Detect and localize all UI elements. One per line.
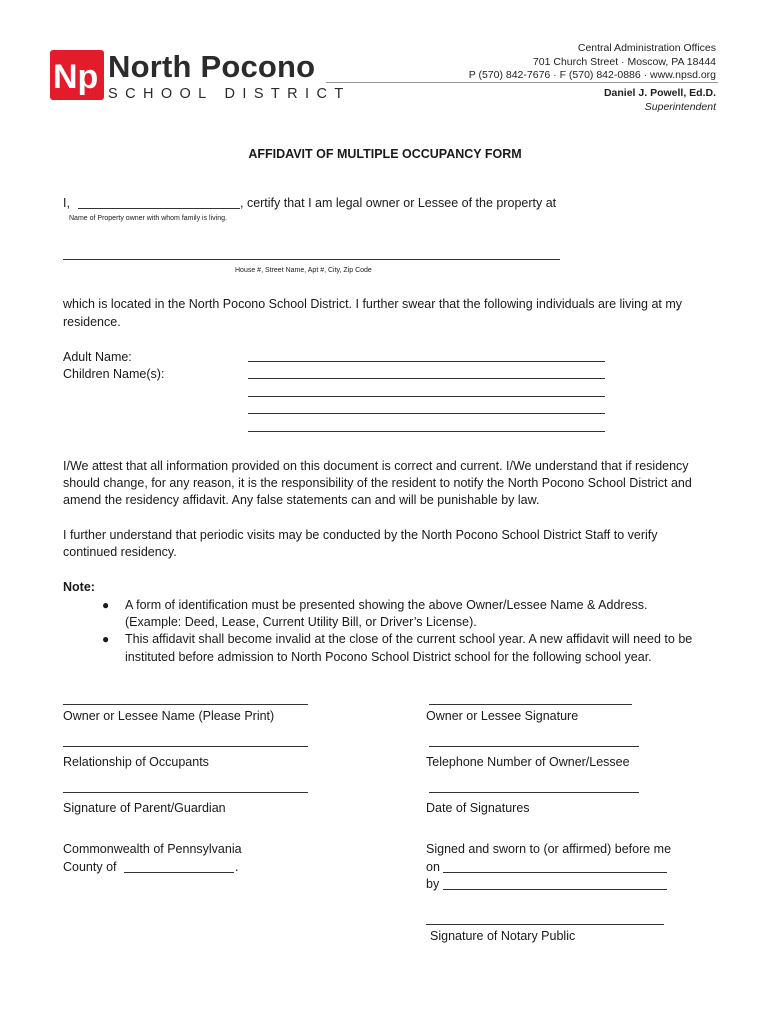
relationship-label: Relationship of Occupants xyxy=(63,755,209,769)
child-name-blank[interactable] xyxy=(248,413,605,414)
notary-signature-line[interactable] xyxy=(426,924,664,925)
header-divider xyxy=(326,82,718,83)
office-title: Central Administration Offices xyxy=(577,42,716,54)
bullet-icon: ● xyxy=(102,598,110,612)
owner-caption: Name of Property owner with whom family is living. xyxy=(69,215,227,222)
child-name-blank[interactable] xyxy=(248,396,605,397)
owner-print-label: Owner or Lessee Name (Please Print) xyxy=(63,709,275,723)
county-suffix: . xyxy=(235,860,239,874)
certify-prefix: I, xyxy=(63,196,70,210)
county-blank[interactable] xyxy=(124,872,234,873)
certify-text: , certify that I am legal owner or Lessee of the property at xyxy=(240,196,557,210)
attest-line-1: I/We attest that all information provided on this document is correct and current. I/We understand that if residency xyxy=(63,459,689,473)
parent-signature-line[interactable] xyxy=(63,792,308,793)
note-2-line-1: This affidavit shall become invalid at the close of the current school year. A new affidavit will need to be xyxy=(125,632,693,646)
located-line-2: residence. xyxy=(63,315,121,329)
child-name-blank[interactable] xyxy=(248,431,605,432)
child-name-blank[interactable] xyxy=(248,378,605,379)
office-contact: P (570) 842-7676 · F (570) 842-0886 · www.npsd.org xyxy=(468,69,716,81)
relationship-line[interactable] xyxy=(63,746,308,747)
owner-name-blank[interactable] xyxy=(78,208,240,209)
county-prefix: County of xyxy=(63,860,117,874)
visits-line-2: continued residency. xyxy=(63,545,177,559)
office-address: 701 Church Street · Moscow, PA 18444 xyxy=(532,56,716,68)
form-title: AFFIDAVIT OF MULTIPLE OCCUPANCY FORM xyxy=(248,147,522,161)
on-date-blank[interactable] xyxy=(443,872,667,873)
district-logo xyxy=(50,50,104,100)
address-blank[interactable] xyxy=(63,259,560,260)
bullet-icon: ● xyxy=(102,632,110,646)
note-label: Note: xyxy=(63,580,95,594)
district-subtitle: SCHOOL DISTRICT xyxy=(108,86,351,102)
commonwealth-label: Commonwealth of Pennsylvania xyxy=(63,842,242,856)
notary-signature-label: Signature of Notary Public xyxy=(430,929,576,943)
attest-line-2: should change, for any reason, it is the responsibility of the resident to notify the North Pocono School District and xyxy=(63,476,692,490)
superintendent-title: Superintendent xyxy=(644,101,716,113)
owner-signature-label: Owner or Lessee Signature xyxy=(426,709,579,723)
note-1-line-1: A form of identification must be presented showing the above Owner/Lessee Name & Address. xyxy=(125,598,648,612)
telephone-label: Telephone Number of Owner/Lessee xyxy=(426,755,630,769)
note-1-line-2: (Example: Deed, Lease, Current Utility Bill, or Driver’s License). xyxy=(125,615,477,629)
located-line-1: which is located in the North Pocono School District. I further swear that the following individuals are living at my xyxy=(63,297,683,311)
by-name-blank[interactable] xyxy=(443,889,667,890)
sworn-label: Signed and sworn to (or affirmed) before me xyxy=(426,842,672,856)
adult-name-blank[interactable] xyxy=(248,361,605,362)
owner-print-line[interactable] xyxy=(63,704,308,705)
attest-line-3: amend the residency affidavit. Any false statements can and will be punishable by law. xyxy=(63,493,540,507)
adult-name-label: Adult Name: xyxy=(63,350,132,364)
district-name: North Pocono xyxy=(108,49,316,84)
on-prefix: on xyxy=(426,860,440,874)
superintendent-name: Daniel J. Powell, Ed.D. xyxy=(603,87,716,99)
visits-line-1: I further understand that periodic visits may be conducted by the North Pocono School District Staff to verify xyxy=(63,528,658,542)
owner-signature-line[interactable] xyxy=(429,704,632,705)
note-2-line-2: instituted before admission to North Pocono School District school for the following school year. xyxy=(125,650,652,664)
parent-signature-label: Signature of Parent/Guardian xyxy=(63,801,226,815)
date-label: Date of Signatures xyxy=(426,801,530,815)
address-caption: House #, Street Name, Apt #, City, Zip Code xyxy=(235,267,372,274)
date-line[interactable] xyxy=(429,792,639,793)
telephone-line[interactable] xyxy=(429,746,639,747)
children-name-label: Children Name(s): xyxy=(63,367,165,381)
logo-letters: Np xyxy=(53,58,99,96)
by-prefix: by xyxy=(426,877,440,891)
